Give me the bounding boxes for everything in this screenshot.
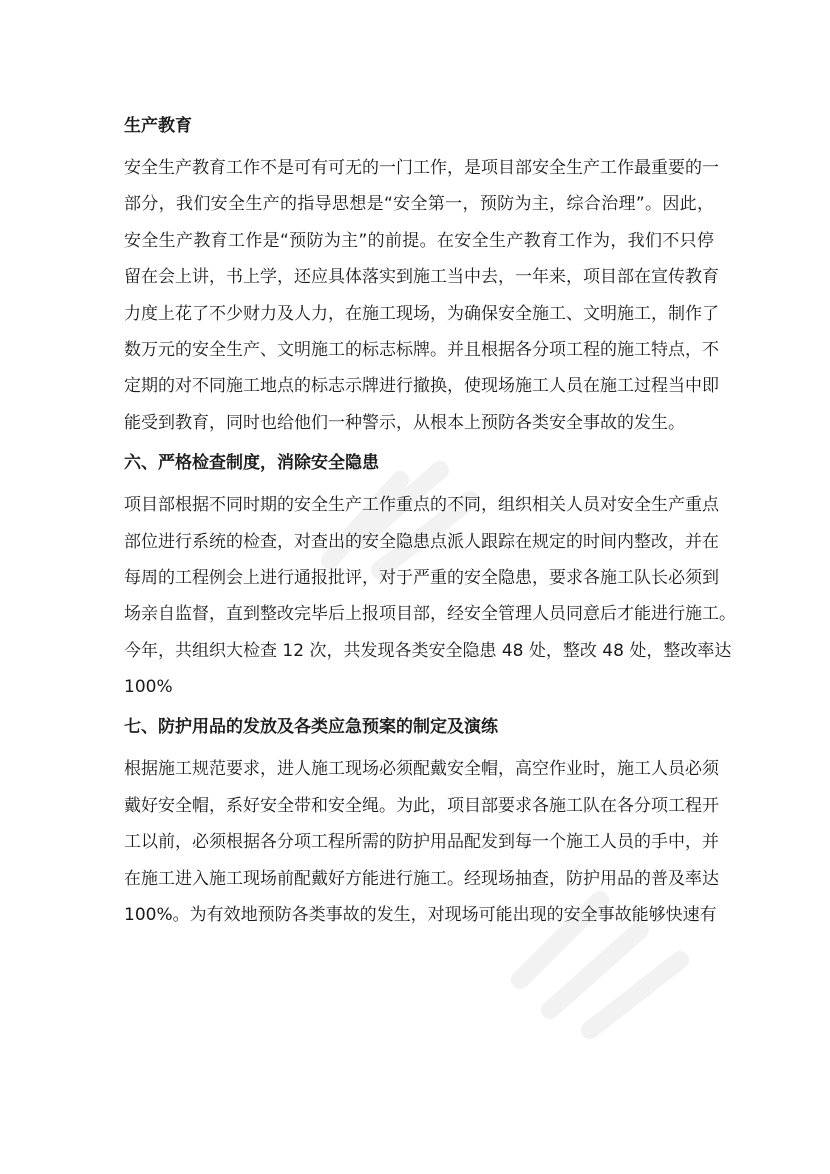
text-line: 在施工进入施工现场前配戴好方能进行施工。经现场抽查，防护用品的普及率达	[124, 868, 719, 889]
paragraph-education	[124, 150, 719, 441]
paragraph-protective-equipment	[124, 751, 719, 933]
text-line: 安全生产教育工作是“预防为主”的前提。在安全生产教育工作为，我们不只停	[124, 230, 714, 251]
document-body	[124, 110, 736, 933]
section-heading-inspection: 六、严格检查制度，消除安全隐患	[124, 453, 379, 474]
text-line: 戴好安全帽，系好安全带和安全绳。为此，项目部要求各施工队在各分项工程开	[124, 795, 719, 816]
text-line: 项目部根据不同时期的安全生产工作重点的不同，组织相关人员对安全生产重点	[124, 495, 719, 516]
text-line: 100%。为有效地预防各类事故的发生，对现场可能出现的安全事故能够快速有	[124, 905, 717, 926]
text-line: 安全生产教育工作不是可有可无的一门工作，是项目部安全生产工作最重要的一	[124, 158, 719, 178]
text-line: 今年，共组织大检查 12 次，共发现各类安全隐患 48 处，整改 48 处，整改率达	[124, 640, 732, 661]
text-line: 部分，我们安全生产的指导思想是“安全第一，预防为主，综合治理”。因此，	[124, 194, 714, 215]
text-line: 数万元的安全生产、文明施工的标志标牌。并且根据各分项工程的施工特点，不	[124, 339, 719, 360]
text-line: 根据施工规范要求，进人施工现场必须配戴安全帽，高空作业时，施工人员必须	[124, 759, 719, 780]
text-line: 定期的对不同施工地点的标志示牌进行撤换，使现场施工人员在施工过程当中即	[124, 376, 719, 397]
text-line: 100%	[124, 677, 173, 698]
text-line: 部位进行系统的检查，对查出的安全隐患点派人跟踪在规定的时间内整改，并在	[124, 531, 719, 552]
text-line: 留在会上讲，书上学，还应具体落实到施工当中去，一年来，项目部在宣传教育	[124, 267, 719, 288]
paragraph-inspection	[124, 487, 736, 705]
text-line: 能受到教育，同时也给他们一种警示，从根本上预防各类安全事故的发生。	[124, 412, 685, 433]
section-heading-protective-equipment: 七、防护用品的发放及各类应急预案的制定及演练	[124, 717, 498, 738]
text-line: 每周的工程例会上进行通报批评，对于严重的安全隐患，要求各施工队长必须到	[124, 567, 719, 588]
text-line: 工以前，必须根据各分项工程所需的防护用品配发到每一个施工人员的手中，并	[124, 832, 719, 853]
text-line: 力度上花了不少财力及人力，在施工现场，为确保安全施工、文明施工，制作了	[124, 303, 719, 324]
section-heading-education: 生产教育	[124, 116, 192, 136]
text-line: 场亲自监督，直到整改完毕后上报项目部，经安全管理人员同意后才能进行施工。	[124, 604, 736, 625]
